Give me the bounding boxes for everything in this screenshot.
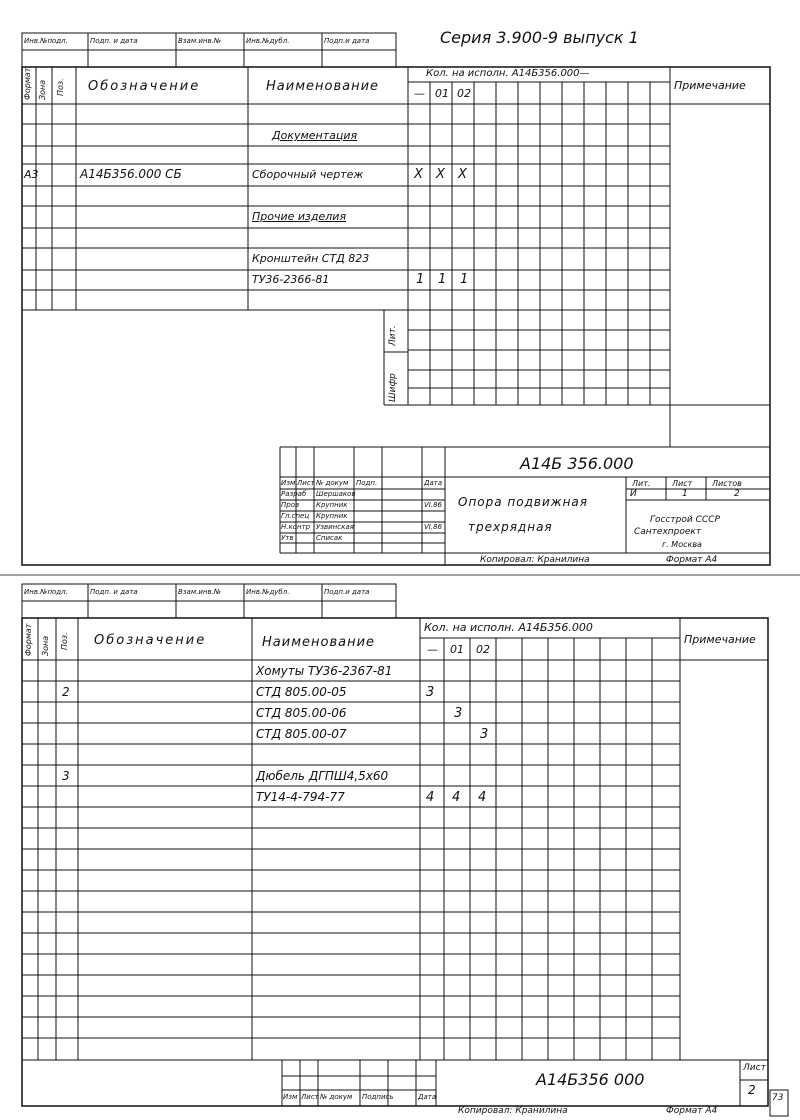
stamp-header-1: Инв.№подл. [24, 588, 68, 596]
col-zone: Зона [41, 635, 50, 656]
stamp-header-3: Взам.инв.№ [178, 37, 222, 45]
row-qty: 3 [480, 727, 489, 742]
tb-header: Подп. [356, 479, 378, 487]
tb-person: Крупник [316, 501, 348, 509]
tb-header: Дата [418, 1093, 437, 1101]
tb-sheets: 2 [734, 489, 740, 499]
row-name: СТД 805.00-07 [256, 727, 347, 741]
row-qty: Х [458, 167, 467, 182]
tb-sheet-header: Лист [743, 1063, 766, 1073]
tb-date: VI.86 [424, 523, 442, 531]
tb-sheet: 2 [748, 1083, 756, 1097]
tb-sheet-header: Лист [672, 479, 693, 488]
col-designation: Обозначение [88, 79, 201, 94]
row-other-items: Прочие изделия [252, 210, 347, 223]
stamp-header-3: Взам.инв.№ [178, 588, 222, 596]
col-variant-base: — [427, 643, 438, 656]
col-zone: Зона [38, 79, 47, 100]
row-qty: 1 [438, 272, 447, 287]
col-format: Формат [24, 623, 33, 656]
org-line1: Госстрой СССР [650, 515, 720, 525]
format-label: Формат А4 [666, 555, 718, 565]
row-name: Дюбель ДГПШ4,5х60 [256, 769, 389, 783]
row-name: СТД 805.00-05 [256, 685, 347, 699]
tb-header: Изм [283, 1093, 298, 1101]
stamp-header-5: Подп.и дата [324, 588, 370, 596]
row-pos: 3 [62, 769, 70, 783]
tb-role: Н.контр [281, 523, 311, 531]
side-label-cipher: Шифр [388, 373, 398, 402]
col-variant-02: 02 [457, 87, 471, 100]
col-qty-group: Кол. на исполн. А14Б356.000 [424, 621, 593, 634]
format-label: Формат А4 [666, 1106, 718, 1116]
doc-title-line2: трехрядная [468, 520, 553, 534]
row-name: СТД 805.00-06 [256, 706, 347, 720]
tb-header: Лист [301, 1093, 319, 1101]
col-note: Примечание [684, 633, 756, 646]
tb-role: Гл.спец [281, 512, 310, 520]
page-mark: 73 [772, 1093, 784, 1103]
tb-person: Узвинская [316, 523, 354, 531]
tb-date: VI.86 [424, 501, 442, 509]
tb-header: № докум [316, 479, 349, 487]
tb-header: Подпись [362, 1093, 394, 1101]
row-pos: 2 [62, 685, 70, 699]
col-qty-group: Кол. на исполн. А14Б356.000— [426, 68, 590, 79]
col-name: Наименование [262, 635, 376, 650]
tb-header: Изм [281, 479, 296, 487]
col-format: Формат [23, 67, 32, 100]
stamp-header-5: Подп.и дата [324, 37, 370, 45]
copied-by: Копировал: Кранилина [480, 555, 590, 565]
col-pos: Поз. [60, 632, 69, 650]
copied-by: Копировал: Кранилина [458, 1106, 568, 1116]
doc-code: А14Б356 000 [536, 1070, 645, 1089]
org-line2: Сантехпроект [634, 527, 702, 537]
row-qty: Х [436, 167, 445, 182]
series-label: Серия 3.900-9 выпуск 1 [440, 28, 639, 47]
tb-person: Списак [316, 534, 343, 542]
stamp-header-4: Инв.№дубл. [246, 37, 290, 45]
row-qty: 1 [416, 272, 425, 287]
row-documentation: Документация [272, 129, 358, 142]
tb-header: № докум [320, 1093, 353, 1101]
tb-lit-header: Лит. [632, 479, 651, 488]
col-variant-02: 02 [476, 643, 490, 656]
tb-header: Лист [297, 479, 315, 487]
tb-lit: И [630, 489, 637, 499]
org-line3: г. Москва [662, 540, 702, 549]
col-pos: Поз. [56, 78, 65, 96]
tb-role: Разраб [281, 490, 307, 498]
row-qty: 4 [452, 790, 461, 805]
row-format: А3 [24, 168, 39, 181]
stamp-header-4: Инв.№дубл. [246, 588, 290, 596]
tb-sheets-header: Листов [712, 479, 742, 488]
row-name: ТУ14-4-794-77 [256, 790, 345, 804]
side-label-lit: Лит. [388, 325, 398, 346]
doc-code: А14Б 356.000 [520, 454, 634, 473]
col-name: Наименование [266, 79, 380, 94]
col-variant-01: 01 [435, 87, 449, 100]
col-designation: Обозначение [94, 633, 207, 648]
row-name: Хомуты ТУ36-2367-81 [256, 664, 393, 678]
row-qty: 3 [426, 685, 435, 700]
row-qty: 3 [454, 706, 463, 721]
row-name: Кронштейн СТД 823 [252, 252, 370, 265]
tb-role: Пров [281, 501, 300, 509]
stamp-header-2: Подп. и дата [90, 37, 138, 45]
row-designation: А14Б356.000 СБ [80, 167, 182, 181]
row-qty: 4 [426, 790, 435, 805]
tb-role: Утв [281, 534, 294, 542]
row-qty: 1 [460, 272, 469, 287]
stamp-header-2: Подп. и дата [90, 588, 138, 596]
doc-title-line1: Опора подвижная [458, 495, 589, 509]
tb-sheet: 1 [682, 489, 688, 499]
col-variant-base: — [414, 87, 425, 100]
row-qty: 4 [478, 790, 487, 805]
row-name: Сборочный чертеж [252, 168, 364, 181]
row-name: ТУ36-2366-81 [252, 273, 330, 286]
col-variant-01: 01 [450, 643, 464, 656]
col-note: Примечание [674, 79, 746, 92]
tb-header: Дата [424, 479, 443, 487]
stamp-header-1: Инв.№подл. [24, 37, 68, 45]
tb-person: Шершаков [316, 490, 356, 498]
tb-person: Крупник [316, 512, 348, 520]
row-qty: Х [414, 167, 423, 182]
